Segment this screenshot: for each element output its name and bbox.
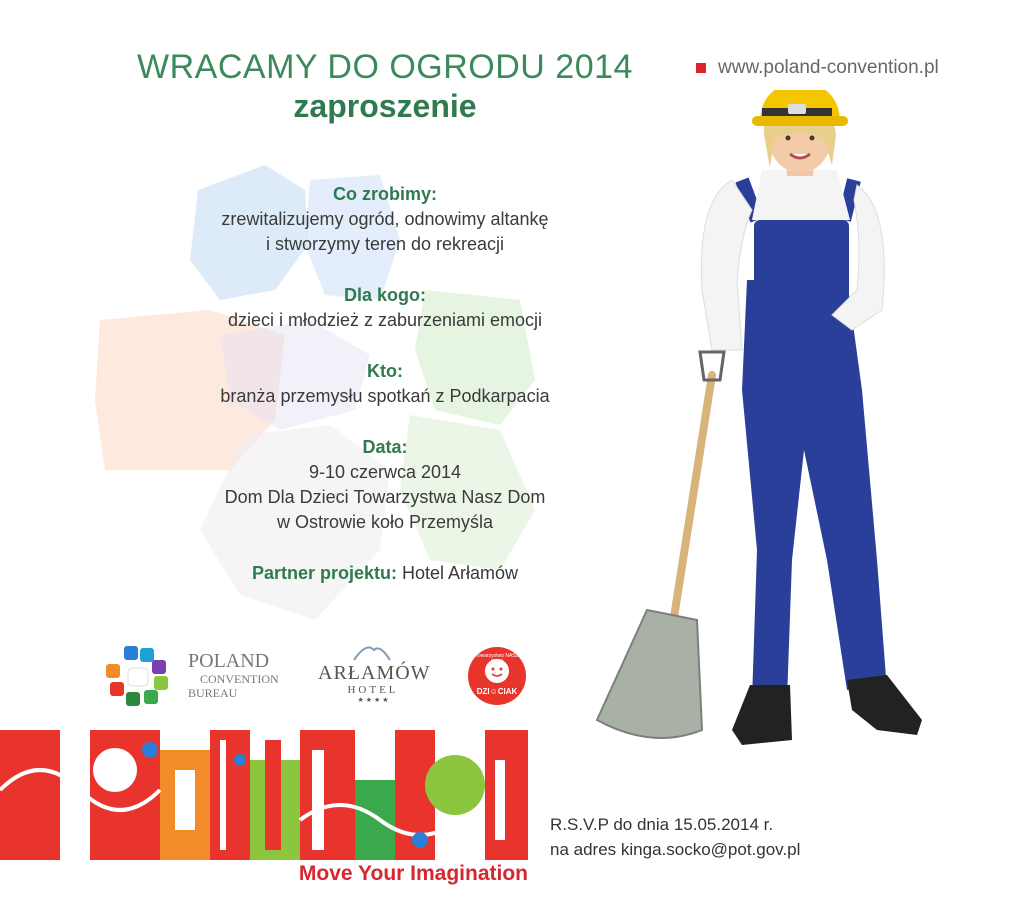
logo-text-arlamow: ARŁAMÓW: [318, 662, 431, 684]
page-subtitle: zaproszenie: [293, 88, 477, 124]
section-text: i stworzymy teren do rekreacji: [265, 234, 505, 254]
logo-stars: ★ ★ ★ ★: [357, 697, 389, 704]
poland-convention-bureau-logo: [104, 642, 289, 712]
website-text: www.poland-convention.pl: [718, 57, 939, 78]
section-text: zrewitalizujemy ogród, odnowimy altankę: [221, 209, 549, 229]
slogan: Move Your Imagination: [298, 862, 528, 885]
section-text: dzieci i młodzież z zaburzeniami emocji: [227, 310, 543, 330]
section-label: Kto:: [367, 361, 403, 381]
section-for-whom: [150, 283, 620, 333]
rsvp-email: na adres kinga.socko@pot.gov.pl: [550, 840, 801, 859]
section-partner: [150, 561, 620, 586]
worker-woman-illustration: [592, 90, 972, 770]
section-text: Dom Dla Dzieci Towarzystwa Nasz Dom: [224, 487, 546, 507]
red-square-bullet: [696, 63, 706, 73]
logo-text-hotel: HOTEL: [347, 684, 399, 696]
logo-text-convention: CONVENTION: [200, 672, 279, 686]
logo-text-towarzystwo: Towarzystwo NASZ DOM: [475, 653, 519, 665]
rsvp-line: R.S.V.P do dnia 15.05.2014 r.: [550, 815, 774, 834]
section-text: 9-10 czerwca 2014: [308, 462, 462, 482]
section-label: Co zrobimy:: [332, 184, 437, 204]
section-what: [150, 182, 620, 257]
logo-text-bureau: BUREAU: [188, 686, 238, 700]
page-title: WRACAMY DO OGRODU 2014: [137, 48, 633, 86]
logo-text-poland: POLAND: [188, 650, 270, 672]
section-who: [150, 359, 620, 409]
hotel-arlamow-logo: [318, 640, 431, 710]
flower-logo-icon: [104, 642, 174, 712]
event-details: [150, 182, 620, 586]
section-label: Partner projektu:: [251, 563, 397, 583]
section-text: Hotel Arłamów: [396, 563, 519, 583]
section-text: w Ostrowie koło Przemyśla: [276, 512, 494, 532]
mountain-icon: [352, 640, 392, 662]
rsvp-info: [550, 812, 800, 862]
section-label: Data:: [362, 437, 408, 457]
section-text: branża przemysłu spotkań z Podkarpacia: [220, 386, 550, 406]
decorative-pattern-band: [0, 730, 528, 860]
section-label: Dla kogo:: [343, 285, 426, 305]
dziciak-logo: [466, 645, 528, 707]
logo-text-dziciak: DZI☺CIAK: [476, 687, 518, 696]
website-link[interactable]: [696, 57, 939, 79]
section-date: [150, 435, 620, 535]
